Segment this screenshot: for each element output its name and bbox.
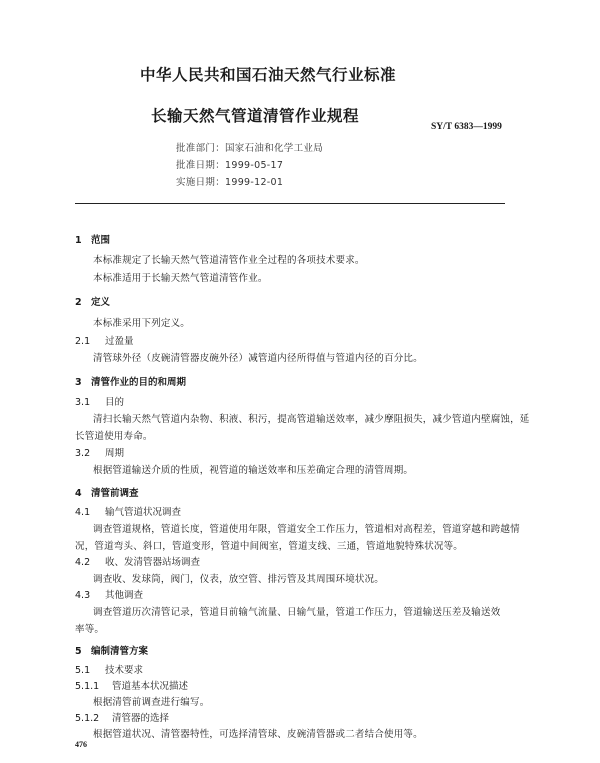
subsection-title: 技术要求 bbox=[105, 665, 144, 676]
subsection-number: 5.1.1 bbox=[75, 681, 100, 692]
section-number: 3 bbox=[75, 377, 82, 388]
section-number: 4 bbox=[75, 488, 82, 499]
approval-department: 批准部门：国家石油和化学工业局 bbox=[176, 143, 324, 154]
subsection-3-2-heading bbox=[75, 445, 124, 459]
subsection-number: 2.1 bbox=[75, 336, 91, 347]
paragraph: 根据管道输送介质的性质，视管道的输送效率和压差确定合理的清管周期。 bbox=[93, 465, 414, 476]
paragraph: 本标准适用于长输天然气管道清管作业。 bbox=[93, 273, 268, 284]
subsection-title: 过盈量 bbox=[105, 336, 134, 347]
paragraph: 根据管道状况、清管器特性，可选择清管球、皮碗清管器或二者结合使用等。 bbox=[93, 729, 423, 740]
section-5-heading bbox=[75, 643, 148, 657]
section-title: 编制清管方案 bbox=[91, 646, 149, 657]
paragraph: 调查管道历次清管记录，管道目前输气流量、日输气量，管道工作压力，管道输送压差及输送效 bbox=[93, 607, 501, 618]
section-number: 2 bbox=[75, 297, 82, 308]
subsection-title: 管道基本状况描述 bbox=[112, 681, 189, 692]
section-4-heading bbox=[75, 485, 139, 499]
subsection-title: 输气管道状况调查 bbox=[105, 507, 182, 518]
paragraph: 本标准采用下列定义。 bbox=[93, 318, 191, 329]
subsection-title: 周期 bbox=[105, 448, 125, 459]
subsection-number: 5.1 bbox=[75, 665, 91, 676]
paragraph: 调查收、发球筒，阀门，仪表，放空管、排污管及其周围环境状况。 bbox=[93, 574, 385, 585]
section-1-heading bbox=[75, 232, 110, 246]
paragraph-continuation: 长管道使用寿命。 bbox=[75, 431, 153, 442]
subsection-5-1-1-heading bbox=[75, 678, 188, 692]
page-number: 476 bbox=[75, 740, 87, 749]
paragraph: 本标准规定了长输天然气管道清管作业全过程的各项技术要求。 bbox=[93, 255, 365, 266]
paragraph: 清扫长输天然气管道内杂物、积液、积污，提高管道输送效率，减少摩阻损失，减少管道内壁腐蚀，延 bbox=[93, 414, 530, 425]
subsection-4-3-heading bbox=[75, 587, 143, 601]
issuing-organization: 中华人民共和国石油天然气行业标准 bbox=[140, 66, 397, 84]
subsection-4-1-heading bbox=[75, 504, 181, 518]
section-number: 1 bbox=[75, 235, 82, 246]
subsection-number: 3.1 bbox=[75, 397, 91, 408]
section-3-heading bbox=[75, 374, 186, 388]
document-title: 长输天然气管道清管作业规程 bbox=[151, 107, 360, 125]
subsection-number: 4.2 bbox=[75, 557, 91, 568]
paragraph-continuation: 率等。 bbox=[75, 624, 105, 635]
subsection-title: 其他调查 bbox=[105, 590, 144, 601]
approval-date: 批准日期：1999-05-17 bbox=[176, 160, 284, 171]
section-number: 5 bbox=[75, 646, 82, 657]
subsection-title: 收、发清管器站场调查 bbox=[105, 557, 201, 568]
subsection-4-2-heading bbox=[75, 554, 200, 568]
paragraph: 调查管道规格，管道长度，管道使用年限，管道安全工作压力，管道相对高程差，管道穿越和跨越情 bbox=[93, 524, 520, 535]
subsection-3-1-heading bbox=[75, 394, 124, 408]
subsection-number: 4.1 bbox=[75, 507, 91, 518]
subsection-number: 3.2 bbox=[75, 448, 91, 459]
section-title: 定义 bbox=[91, 297, 111, 308]
subsection-title: 清管器的选择 bbox=[112, 713, 170, 724]
section-2-heading bbox=[75, 294, 110, 308]
subsection-5-1-2-heading bbox=[75, 710, 169, 724]
paragraph: 清管球外径（皮碗清管器皮碗外径）减管道内径所得值与管道内径的百分比。 bbox=[93, 353, 423, 364]
header-divider bbox=[75, 203, 505, 204]
subsection-number: 5.1.2 bbox=[75, 713, 100, 724]
section-title: 范围 bbox=[91, 235, 111, 246]
paragraph: 根据清管前调查进行编写。 bbox=[93, 697, 210, 708]
paragraph-continuation: 况，管道弯头、斜口，管道变形，管道中间阀室，管道支线、三通，管道地貌特殊状况等。 bbox=[75, 541, 464, 552]
standard-code: SY/T 6383—1999 bbox=[431, 122, 502, 132]
section-title: 清管前调查 bbox=[91, 488, 139, 499]
subsection-number: 4.3 bbox=[75, 590, 91, 601]
section-title: 清管作业的目的和周期 bbox=[91, 377, 187, 388]
subsection-title: 目的 bbox=[105, 397, 125, 408]
subsection-5-1-heading bbox=[75, 662, 143, 676]
effective-date: 实施日期：1999-12-01 bbox=[176, 177, 284, 188]
subsection-2-1-heading bbox=[75, 333, 134, 347]
